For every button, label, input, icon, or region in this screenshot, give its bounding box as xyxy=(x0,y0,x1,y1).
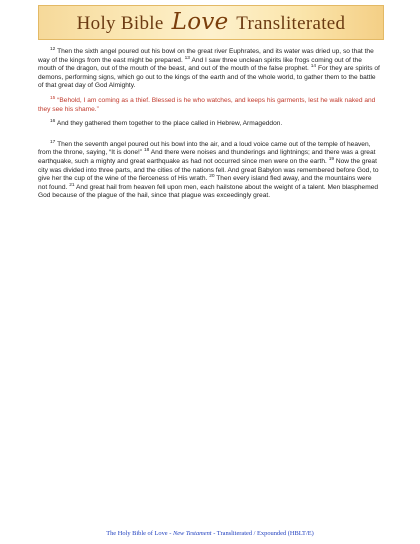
footer-part1: The Holy Bible of Love - xyxy=(106,530,173,537)
verse-number: 13 xyxy=(184,55,190,61)
verse-number: 18 xyxy=(143,148,150,154)
verse-number: 17 xyxy=(50,139,56,145)
banner-title-part1: Holy Bible xyxy=(76,13,164,34)
verse-text: And I saw three unclean spirits like frogs coming out of the mouth of the dragon, out of the mouth of the beast, and out of the mouth of the false prophet. xyxy=(38,56,362,73)
banner-title-love: Love xyxy=(171,9,229,35)
verse-text: Then the seventh angel poured out his bowl into the air, and a loud voice came out of the temple of heaven, from the throne, saying, “It is done!” xyxy=(38,140,371,157)
paragraph-verse-16 xyxy=(38,120,382,129)
verse-text: Then the sixth angel poured out his bowl on the great river Euphrates, and its water was dried up, so that the way of the kings from the east might be prepared. xyxy=(38,48,374,64)
verse-text: And they gathered them together to the place called in Hebrew, Armageddon. xyxy=(56,120,283,128)
banner-title xyxy=(39,6,383,40)
paragraph-verses-17-21 xyxy=(38,141,382,201)
footer-part2: New Testament xyxy=(172,530,212,537)
footer-part3: - Transliterated / Expounded (HBLT/E) xyxy=(211,530,314,537)
verse-text: And great hail from heaven fell upon men, each hailstone about the weight of a talent. Men blasphemed God because of the plague of the hail, since that plague was exceedingly great. xyxy=(38,183,379,200)
verse-text: “Behold, I am coming as a thief. Blessed is he who watches, and keeps his garments, lest he walk naked and they see his shame.” xyxy=(38,96,376,113)
banner-title-part2: Transliterated xyxy=(236,13,346,34)
verse-text: Now the great city was divided into three parts, and the cities of the nations fell. And great Babylon was remembered before God, to give her the cup of the wine of the fierceness of His wrath. xyxy=(38,157,379,183)
verse-number: 21 xyxy=(69,182,75,188)
scripture-text xyxy=(38,48,382,207)
verse-number: 19 xyxy=(328,156,335,162)
paragraph-verse-15 xyxy=(38,97,382,114)
verse-number: 16 xyxy=(50,118,56,124)
verse-text: For they are spirits of demons, performing signs, which go out to the kings of the earth and of the whole world, to gather them to the battle of that great day of God Almighty. xyxy=(38,65,380,90)
header-banner xyxy=(38,5,384,40)
verse-number: 20 xyxy=(209,173,215,179)
verse-text: And there were noises and thunderings and lightnings; and there was a great earthquake, such a mighty and great earthquake as had not occurred since men were on the earth. xyxy=(38,149,376,165)
verse-number: 12 xyxy=(50,46,56,52)
verse-text: Then every island fled away, and the mountains were not found. xyxy=(38,175,372,191)
verse-number: 15 xyxy=(50,95,56,101)
paragraph-verses-12-14 xyxy=(38,48,382,91)
footer-link[interactable] xyxy=(0,530,420,537)
verse-number: 14 xyxy=(310,64,317,69)
